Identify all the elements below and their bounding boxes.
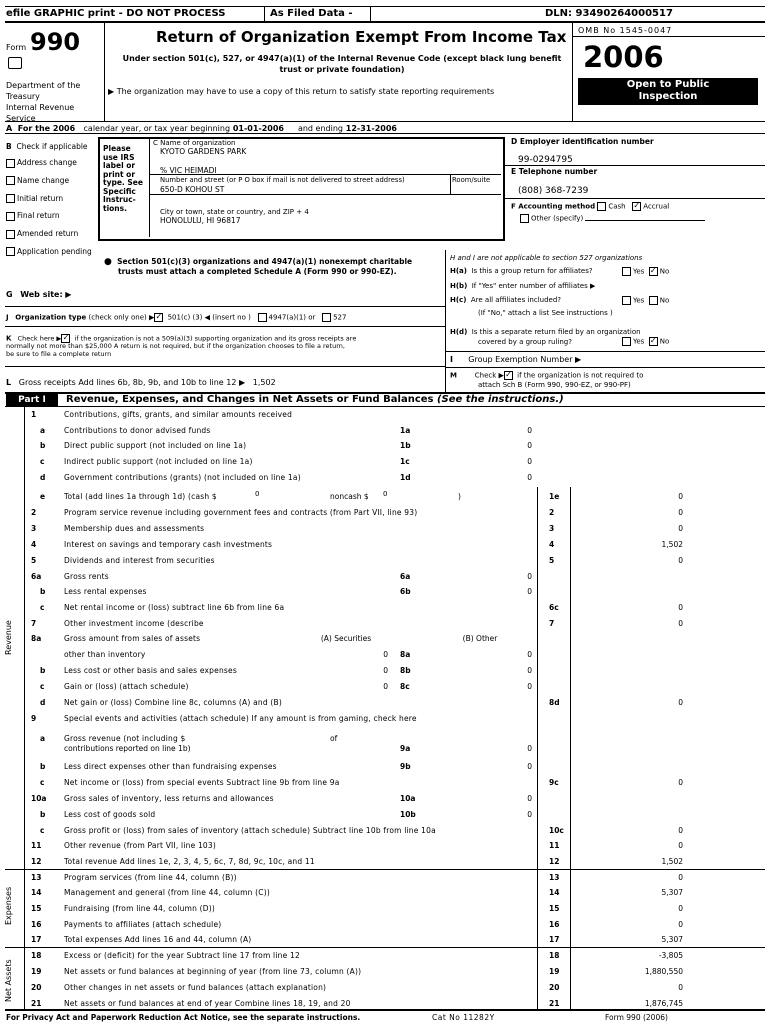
row-number: c [40,826,45,835]
part1-title: Revenue, Expenses, and Changes in Net Assets or Fund Balances (See the instructions.) [66,394,564,405]
row-number: 19 [31,967,42,976]
line-label: 6c [549,603,559,612]
line-label: 19 [549,967,560,976]
check-b-list [6,154,92,261]
line-label: 9c [549,778,559,787]
hd-yes-no: Yes ✓ No [622,337,669,346]
line-value: 0 [678,983,683,992]
line-a: A For the 2006 calendar year, or tax year beginning 01-01-2006 and ending 12-31-2006 [6,124,397,133]
row-number: b [40,762,46,771]
row-number: b [40,587,46,596]
j-org-type: J Organization type (check only one) ▶✓ 501(c) (3) ◀ (insert no ) 4947(a)(1) or 527 [6,312,347,322]
row-number: 6a [31,572,42,581]
line-value: 0 [678,524,683,533]
line-value: 0 [678,698,683,707]
row-text: Other changes in net assets or fund balances (attach explanation) [64,983,327,992]
row-number: 4 [31,540,37,549]
cb-application-pending[interactable]: Application pending [6,243,92,261]
phone: (808) 368-7239 [518,186,589,196]
i-row: I Group Exemption Number ▶ [450,355,582,364]
col-a-header: (A) Securities [320,634,372,643]
inline-box-label: 8c [400,682,410,691]
row-text: Membership dues and assessments [64,524,205,533]
inline-box-label: 10b [400,810,416,819]
state-note: ▶ The organization may have to use a copy of this return to satisfy state reporting requirements [108,87,495,96]
line-label: 17 [549,935,560,944]
row-number: c [40,603,45,612]
line-label: 11 [549,841,560,850]
line-value: 0 [678,492,683,501]
accounting-other: Other (specify) [520,214,705,223]
eagle-icon [8,57,22,69]
inline-box-label: 9b [400,762,411,771]
cb-ha-yes[interactable] [622,267,631,276]
row-number: 7 [31,619,37,628]
inline-box-value: 0 [527,426,532,435]
cb-final-return[interactable]: Final return [6,207,92,225]
ha-yes-no: Yes ✓ No [622,267,669,276]
inline-box-label: 6b [400,587,411,596]
hb-row: H(b) If "Yes" enter number of affiliates ▶ [450,282,596,290]
row-text: Net assets or fund balances at end of year Combine lines 18, 19, and 20 [64,999,351,1008]
row-text: Contributions to donor advised funds [64,426,211,435]
row-number: 17 [31,935,42,944]
inline-box-value: 0 [527,810,532,819]
row-number: b [40,666,46,675]
row-text: Net gain or (loss) Combine line 8c, columns (A) and (B) [64,698,282,707]
inline-box-value: 0 [527,666,532,675]
line-value: 0 [678,920,683,929]
row-number: 14 [31,888,42,897]
line-label: 8d [549,698,560,707]
row-text: Less cost or other basis and sales expenses [64,666,237,675]
row-number: 5 [31,556,37,565]
row-text: Gross amount from sales of assets [64,634,201,643]
line-label: 3 [549,524,555,533]
line-value: 5,307 [661,888,683,897]
part1-tag: Part I [6,394,58,406]
line-label: 7 [549,619,555,628]
line-value: 5,307 [661,935,683,944]
cb-accrual[interactable]: ✓ [633,201,641,210]
row-number: 8a [31,634,42,643]
col-a-value: 0 [383,666,388,675]
col-a-value: 0 [383,650,388,659]
row-number: 3 [31,524,37,533]
footer-privacy: For Privacy Act and Paperwork Reduction Act Notice, see the separate instructions. [6,1013,361,1022]
row-number: 15 [31,904,42,913]
cb-name-change[interactable]: Name change [6,172,92,190]
row-text: Fundraising (from line 44, column (D)) [64,904,215,913]
side-net-assets: Net Assets [4,959,13,1002]
dln: DLN: 93490264000517 [545,8,673,19]
m-row: M Check ▶✓ if the organization is not required to attach Sch B (Form 990, 990-EZ, or 990-PF) [450,370,644,389]
g-web-site: G Web site: ▶ [6,290,72,299]
cb-address-change[interactable]: Address change [6,154,92,172]
row-text: Gross profit or (loss) from sales of inventory (attach schedule) Subtract line 10b from line 10a [64,826,436,835]
inline-box-value: 0 [527,587,532,596]
city: HONOLULU, HI 96817 [160,216,241,225]
please-instructions: Please use IRS label or print or type. See Specific Instruc- tions. [103,144,143,213]
col-b-header: (B) Other [462,634,498,643]
row-text: Less rental expenses [64,587,147,596]
close-paren: ) [458,492,461,501]
inline-box-label: 1a [400,426,411,435]
cb-k[interactable]: ✓ [62,333,70,342]
hd-row: H(d) Is this a separate return filed by an organization covered by a group ruling? [450,328,641,346]
row-number: 11 [31,841,42,850]
inline-box-value: 0 [527,457,532,466]
row-number: 10a [31,794,47,803]
line-label: 12 [549,857,560,866]
line-value: 0 [678,873,683,882]
row-number: a [40,734,46,743]
line-label: 14 [549,888,560,897]
row-text: Total revenue Add lines 1e, 2, 3, 4, 5, 6c, 7, 8d, 9c, 10c, and 11 [64,857,315,866]
line-label: 5 [549,556,555,565]
l-gross-receipts: L Gross receipts Add lines 6b, 8b, 9b, and 10b to line 12 ▶ 1,502 [6,378,276,387]
row-number: 16 [31,920,42,929]
row-number: 20 [31,983,42,992]
cb-4947[interactable] [258,313,267,322]
hc-yes-no: Yes No [622,296,669,305]
row-number: 13 [31,873,42,882]
row-text: Gross sales of inventory, less returns and allowances [64,794,274,803]
line-value: 0 [678,904,683,913]
row-text: Other revenue (from Part VII, line 103) [64,841,217,850]
footer-cat: Cat No 11282Y [432,1013,495,1022]
cash-value: 0 [255,490,260,498]
line-value: 0 [678,603,683,612]
line-value: 0 [678,826,683,835]
line-label: 21 [549,999,560,1008]
line-value: 1,876,745 [644,999,683,1008]
inline-box-value: 0 [527,744,532,753]
inline-box-label: 10a [400,794,416,803]
row-text-of: of [330,734,338,743]
row-number: 12 [31,857,42,866]
row-text: Net rental income or (loss) subtract line 6b from line 6a [64,603,285,612]
row-number: 21 [31,999,42,1008]
h-note: H and I are not applicable to section 527 organizations [450,254,643,262]
cb-527[interactable] [322,313,331,322]
row-number: e [40,492,46,501]
noncash-value: 0 [383,490,388,498]
street-label: Number and street (or P O box if mail is not delivered to street address) [160,176,405,184]
ha-row: H(a) Is this a group return for affiliates? [450,267,593,275]
row-text: Dividends and interest from securities [64,556,215,565]
line-value: 0 [678,508,683,517]
row-text: Net income or (loss) from special events Subtract line 9b from line 9a [64,778,340,787]
row-text: Government contributions (grants) (not included on line 1a) [64,473,301,482]
line-label: 10c [549,826,564,835]
row-text: Management and general (from line 44, column (C)) [64,888,270,897]
street: 650-D KOHOU ST [160,185,225,194]
k-row: K Check here ▶✓ if the organization is not a 509(a)(3) supporting organization and its gross receipts are normally not more than $25,000 A return is not required, but if the organization chooses to file a return, be sure to file a complete return [6,333,357,358]
line-label: 16 [549,920,560,929]
banner-mid: As Filed Data - [270,8,353,19]
public-inspection: Open to Public Inspection [578,78,758,105]
tax-year: 2006 [583,40,664,74]
line-label: 2 [549,508,555,517]
row-number: b [40,441,46,450]
row-text: Other investment income (describe [64,619,204,628]
ein: 99-0294795 [518,155,573,165]
cb-other-method[interactable] [520,214,529,223]
row-number: c [40,682,45,691]
row-text: Payments to affiliates (attach schedule) [64,920,222,929]
inline-box-value: 0 [527,794,532,803]
cb-501c[interactable]: ✓ [155,312,163,321]
line-label: 18 [549,951,560,960]
check-b-title: B Check if applicable [6,142,88,151]
hc-note: (If "No," attach a list See instructions ) [478,309,613,317]
form-number: 990 [30,28,81,56]
row-text: Special events and activities (attach schedule) If any amount is from gaming, check here [64,714,417,723]
line-value: 0 [678,556,683,565]
cb-amended-return[interactable]: Amended return [6,225,92,243]
side-expenses: Expenses [4,886,13,925]
dept-treasury: Department of the Treasury Internal Revenue Service [6,81,81,123]
inline-box-value: 0 [527,572,532,581]
row-text: Interest on savings and temporary cash investments [64,540,273,549]
inline-box-value: 0 [527,762,532,771]
row-text: Total (add lines 1a through 1d) (cash $ [64,492,217,501]
row-text: Indirect public support (not included on line 1a) [64,457,253,466]
row-number: 18 [31,951,42,960]
hc-row: H(c) Are all affiliates included? [450,296,561,304]
cb-hc-no[interactable] [649,296,658,305]
row-text: Less direct expenses other than fundraising expenses [64,762,277,771]
row-text: Less cost of goods sold [64,810,156,819]
line-value: 0 [678,778,683,787]
footer-form: Form 990 (2006) [605,1013,668,1022]
inline-box-label: 8b [400,666,411,675]
row-text: Net assets or fund balances at beginning of year (from line 73, column (A)) [64,967,362,976]
side-revenue: Revenue [4,620,13,655]
noncash-label: noncash $ [330,492,369,501]
line-value: 0 [678,841,683,850]
accounting-method: F Accounting method Cash ✓ Accrual [511,201,670,211]
inline-box-value: 0 [527,473,532,482]
phone-label: E Telephone number [511,167,598,176]
line-value: 1,880,550 [644,967,683,976]
ein-label: D Employer identification number [511,137,654,146]
row-text: Direct public support (not included on line 1a) [64,441,247,450]
row-number: a [40,426,46,435]
row-number: c [40,778,45,787]
line-label: 15 [549,904,560,913]
row-number: b [40,810,46,819]
omb-number: OMB No 1545-0047 [578,26,673,35]
form-subtitle: Under section 501(c), 527, or 4947(a)(1) of the Internal Revenue Code (except black lung benefit trust or private foundation) [122,54,562,74]
line-value: 1,502 [661,540,683,549]
cb-cash[interactable] [597,202,606,211]
inline-box-value: 0 [527,441,532,450]
col-a-value: 0 [383,682,388,691]
row-text: Excess or (deficit) for the year Subtract line 17 from line 12 [64,951,300,960]
line-label: 20 [549,983,560,992]
line-label: 13 [549,873,560,882]
inline-box-label: 8a [400,650,411,659]
section-501-note: ● Section 501(c)(3) organizations and 4947(a)(1) nonexempt charitable trusts must attach a completed Schedule A (Form 990 or 990-EZ). [104,257,413,276]
inline-box-label: 1d [400,473,411,482]
row-number: c [40,457,45,466]
row-text: Program services (from line 44, column (B)) [64,873,237,882]
line-value: 0 [678,619,683,628]
row-text: Total expenses Add lines 16 and 44, column (A) [64,935,252,944]
line-label: 1e [549,492,560,501]
city-label: City or town, state or country, and ZIP + 4 [160,208,309,216]
org-care-of: % VIC HEIMADI [160,166,217,175]
line-value: -3,805 [658,951,683,960]
line-label: 4 [549,540,555,549]
inline-box-label: 1c [400,457,410,466]
inline-box-label: 9a [400,744,411,753]
row-number: 1 [31,410,37,419]
row-text: Contributions, gifts, grants, and similar amounts received [64,410,293,419]
row-number: d [40,473,46,482]
row-text: Gross revenue (not including $ [64,734,186,743]
cb-ha-no[interactable]: ✓ [649,266,657,275]
form-title: Return of Organization Exempt From Income Tax [156,28,567,46]
row-number: 2 [31,508,37,517]
cb-m[interactable]: ✓ [505,370,512,379]
cb-hd-yes[interactable] [622,337,631,346]
form-word: Form [6,43,27,52]
org-name-label: C Name of organization [153,139,236,147]
inline-box-value: 0 [527,650,532,659]
row-text: other than inventory [64,650,146,659]
row-text: Gross rents [64,572,109,581]
cb-hd-no[interactable]: ✓ [649,336,657,345]
row-text: Gain or (loss) (attach schedule) [64,682,189,691]
inline-box-label: 6a [400,572,411,581]
cb-hc-yes[interactable] [622,296,631,305]
row-number: d [40,698,46,707]
room-label: Room/suite [452,176,491,184]
cb-initial-return[interactable]: Initial return [6,190,92,208]
org-name: KYOTO GARDENS PARK [160,147,247,156]
line-value: 1,502 [661,857,683,866]
row-number: 9 [31,714,37,723]
inline-box-label: 1b [400,441,411,450]
banner-left: efile GRAPHIC print - DO NOT PROCESS [6,8,226,19]
row-text-cont: contributions reported on line 1b) [64,744,191,753]
inline-box-value: 0 [527,682,532,691]
row-text: Program service revenue including government fees and contracts (from Part VII, line 93) [64,508,418,517]
